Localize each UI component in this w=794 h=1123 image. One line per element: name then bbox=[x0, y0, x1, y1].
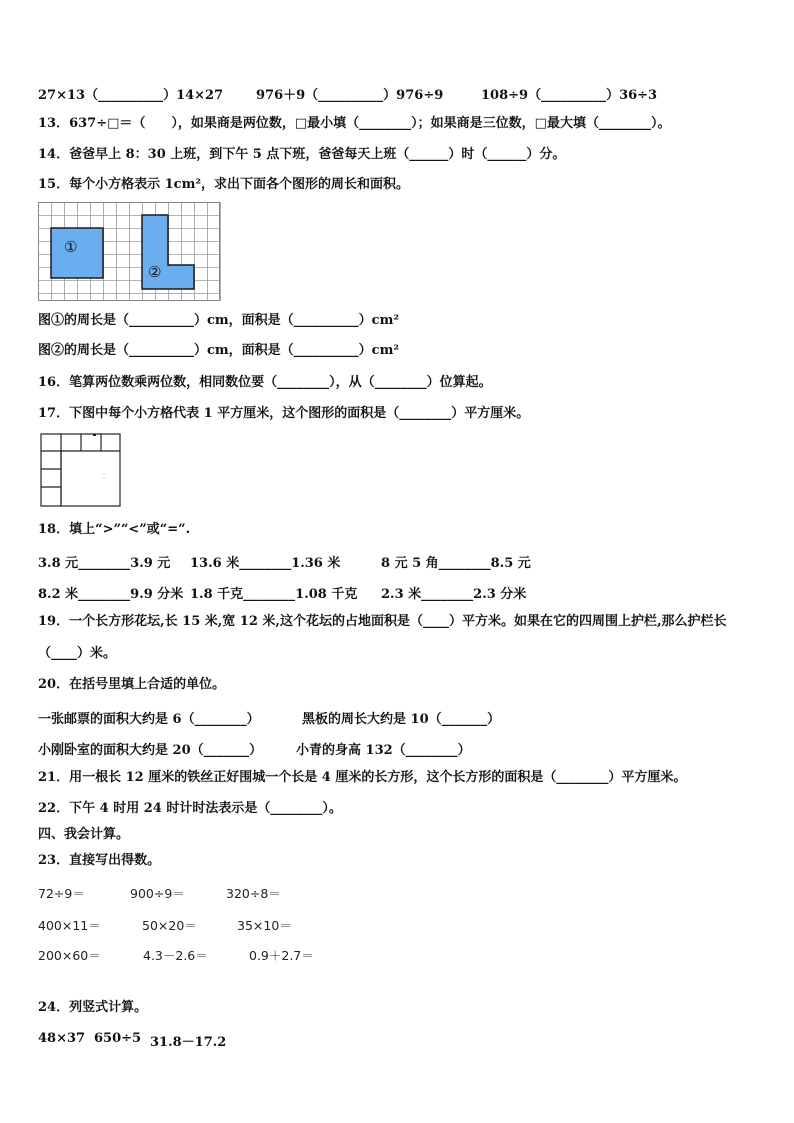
calc-item: 50×20＝ bbox=[142, 918, 197, 933]
shape-2-label: ② bbox=[148, 263, 162, 281]
unit-item-a: 一张邮票的面积大约是 6（________） bbox=[38, 712, 260, 727]
compare-item-2: 976＋9（__________）976÷9 bbox=[256, 88, 444, 103]
compare-18-2: 13.6 米________1.36 米 bbox=[190, 556, 341, 571]
compare-18-1: 3.8 元________3.9 元 bbox=[38, 556, 171, 571]
shape-1-label: ① bbox=[64, 238, 78, 256]
question-24: 24．列竖式计算。 bbox=[38, 1000, 148, 1015]
question-15-line-2: 图②的周长是（__________）cm，面积是（__________）cm² bbox=[38, 343, 400, 358]
calc-item: 320÷8＝ bbox=[226, 886, 281, 901]
question-20: 20．在括号里填上合适的单位。 bbox=[38, 677, 226, 692]
compare-item-3: 108÷9（__________）36÷3 bbox=[481, 88, 658, 103]
unit-item-d: 小青的身高 132（________） bbox=[296, 743, 471, 758]
question-19-line-2: （____）米。 bbox=[38, 646, 117, 661]
question-19-line-1: 19．一个长方形花坛,长 15 米,宽 12 米,这个花坛的占地面积是（____）平方米。如果在它的四周围上护栏,那么护栏长 bbox=[38, 614, 727, 629]
calc-item: 35×10＝ bbox=[237, 918, 292, 933]
question-18: 18．填上“>”“<”或“=”. bbox=[38, 522, 191, 537]
compare-18-6: 2.3 米________2.3 分米 bbox=[381, 587, 527, 602]
calc-item: 72÷9＝ bbox=[38, 886, 85, 901]
compare-18-4: 8.2 米________9.9 分米 bbox=[38, 587, 184, 602]
calc-item: 900÷9＝ bbox=[130, 886, 185, 901]
vertical-calc-item: 31.8－17.2 bbox=[150, 1035, 227, 1050]
question-15: 15．每个小方格表示 1cm²，求出下面各个图形的周长和面积。 bbox=[38, 177, 410, 192]
compare-item-1: 27×13（__________）14×27 bbox=[38, 88, 224, 103]
unit-item-c: 小刚卧室的面积大约是 20（_______） bbox=[38, 743, 263, 758]
question-22: 22．下午 4 时用 24 时计时法表示是（________）。 bbox=[38, 801, 342, 816]
vertical-calc-item: 650÷5 bbox=[94, 1031, 142, 1046]
compare-18-3: 8 元 5 角________8.5 元 bbox=[381, 556, 531, 571]
grid-figure-17 bbox=[40, 433, 122, 513]
grid-figure-15 bbox=[38, 202, 222, 306]
question-17: 17．下图中每个小方格代表 1 平方厘米，这个图形的面积是（________）平方厘米。 bbox=[38, 406, 530, 421]
question-16: 16．笔算两位数乘两位数，相同数位要（________），从（________）位算起。 bbox=[38, 375, 492, 390]
question-15-line-1: 图①的周长是（__________）cm，面积是（__________）cm² bbox=[38, 313, 400, 328]
question-21: 21．用一根长 12 厘米的铁丝正好围城一个长是 4 厘米的长方形，这个长方形的面积是（________）平方厘米。 bbox=[38, 770, 687, 785]
unit-item-b: 黑板的周长大约是 10（_______） bbox=[302, 712, 501, 727]
section-heading-4: 四、我会计算。 bbox=[38, 827, 130, 842]
vertical-calc-item: 48×37 bbox=[38, 1031, 86, 1046]
calc-item: 400×11＝ bbox=[38, 918, 101, 933]
calc-item: 200×60＝ bbox=[38, 948, 101, 963]
question-13: 13．637÷□＝（ ），如果商是两位数，□最小填（________）；如果商是三位数，□最大填（________）。 bbox=[38, 116, 671, 131]
calc-item: 4.3－2.6＝ bbox=[143, 948, 208, 963]
question-14: 14．爸爸早上 8：30 上班，到下午 5 点下班，爸爸每天上班（______）时（______）分。 bbox=[38, 147, 566, 162]
calc-item: 0.9＋2.7＝ bbox=[249, 948, 314, 963]
question-23: 23．直接写出得数。 bbox=[38, 853, 161, 868]
compare-18-5: 1.8 千克________1.08 千克 bbox=[190, 587, 358, 602]
